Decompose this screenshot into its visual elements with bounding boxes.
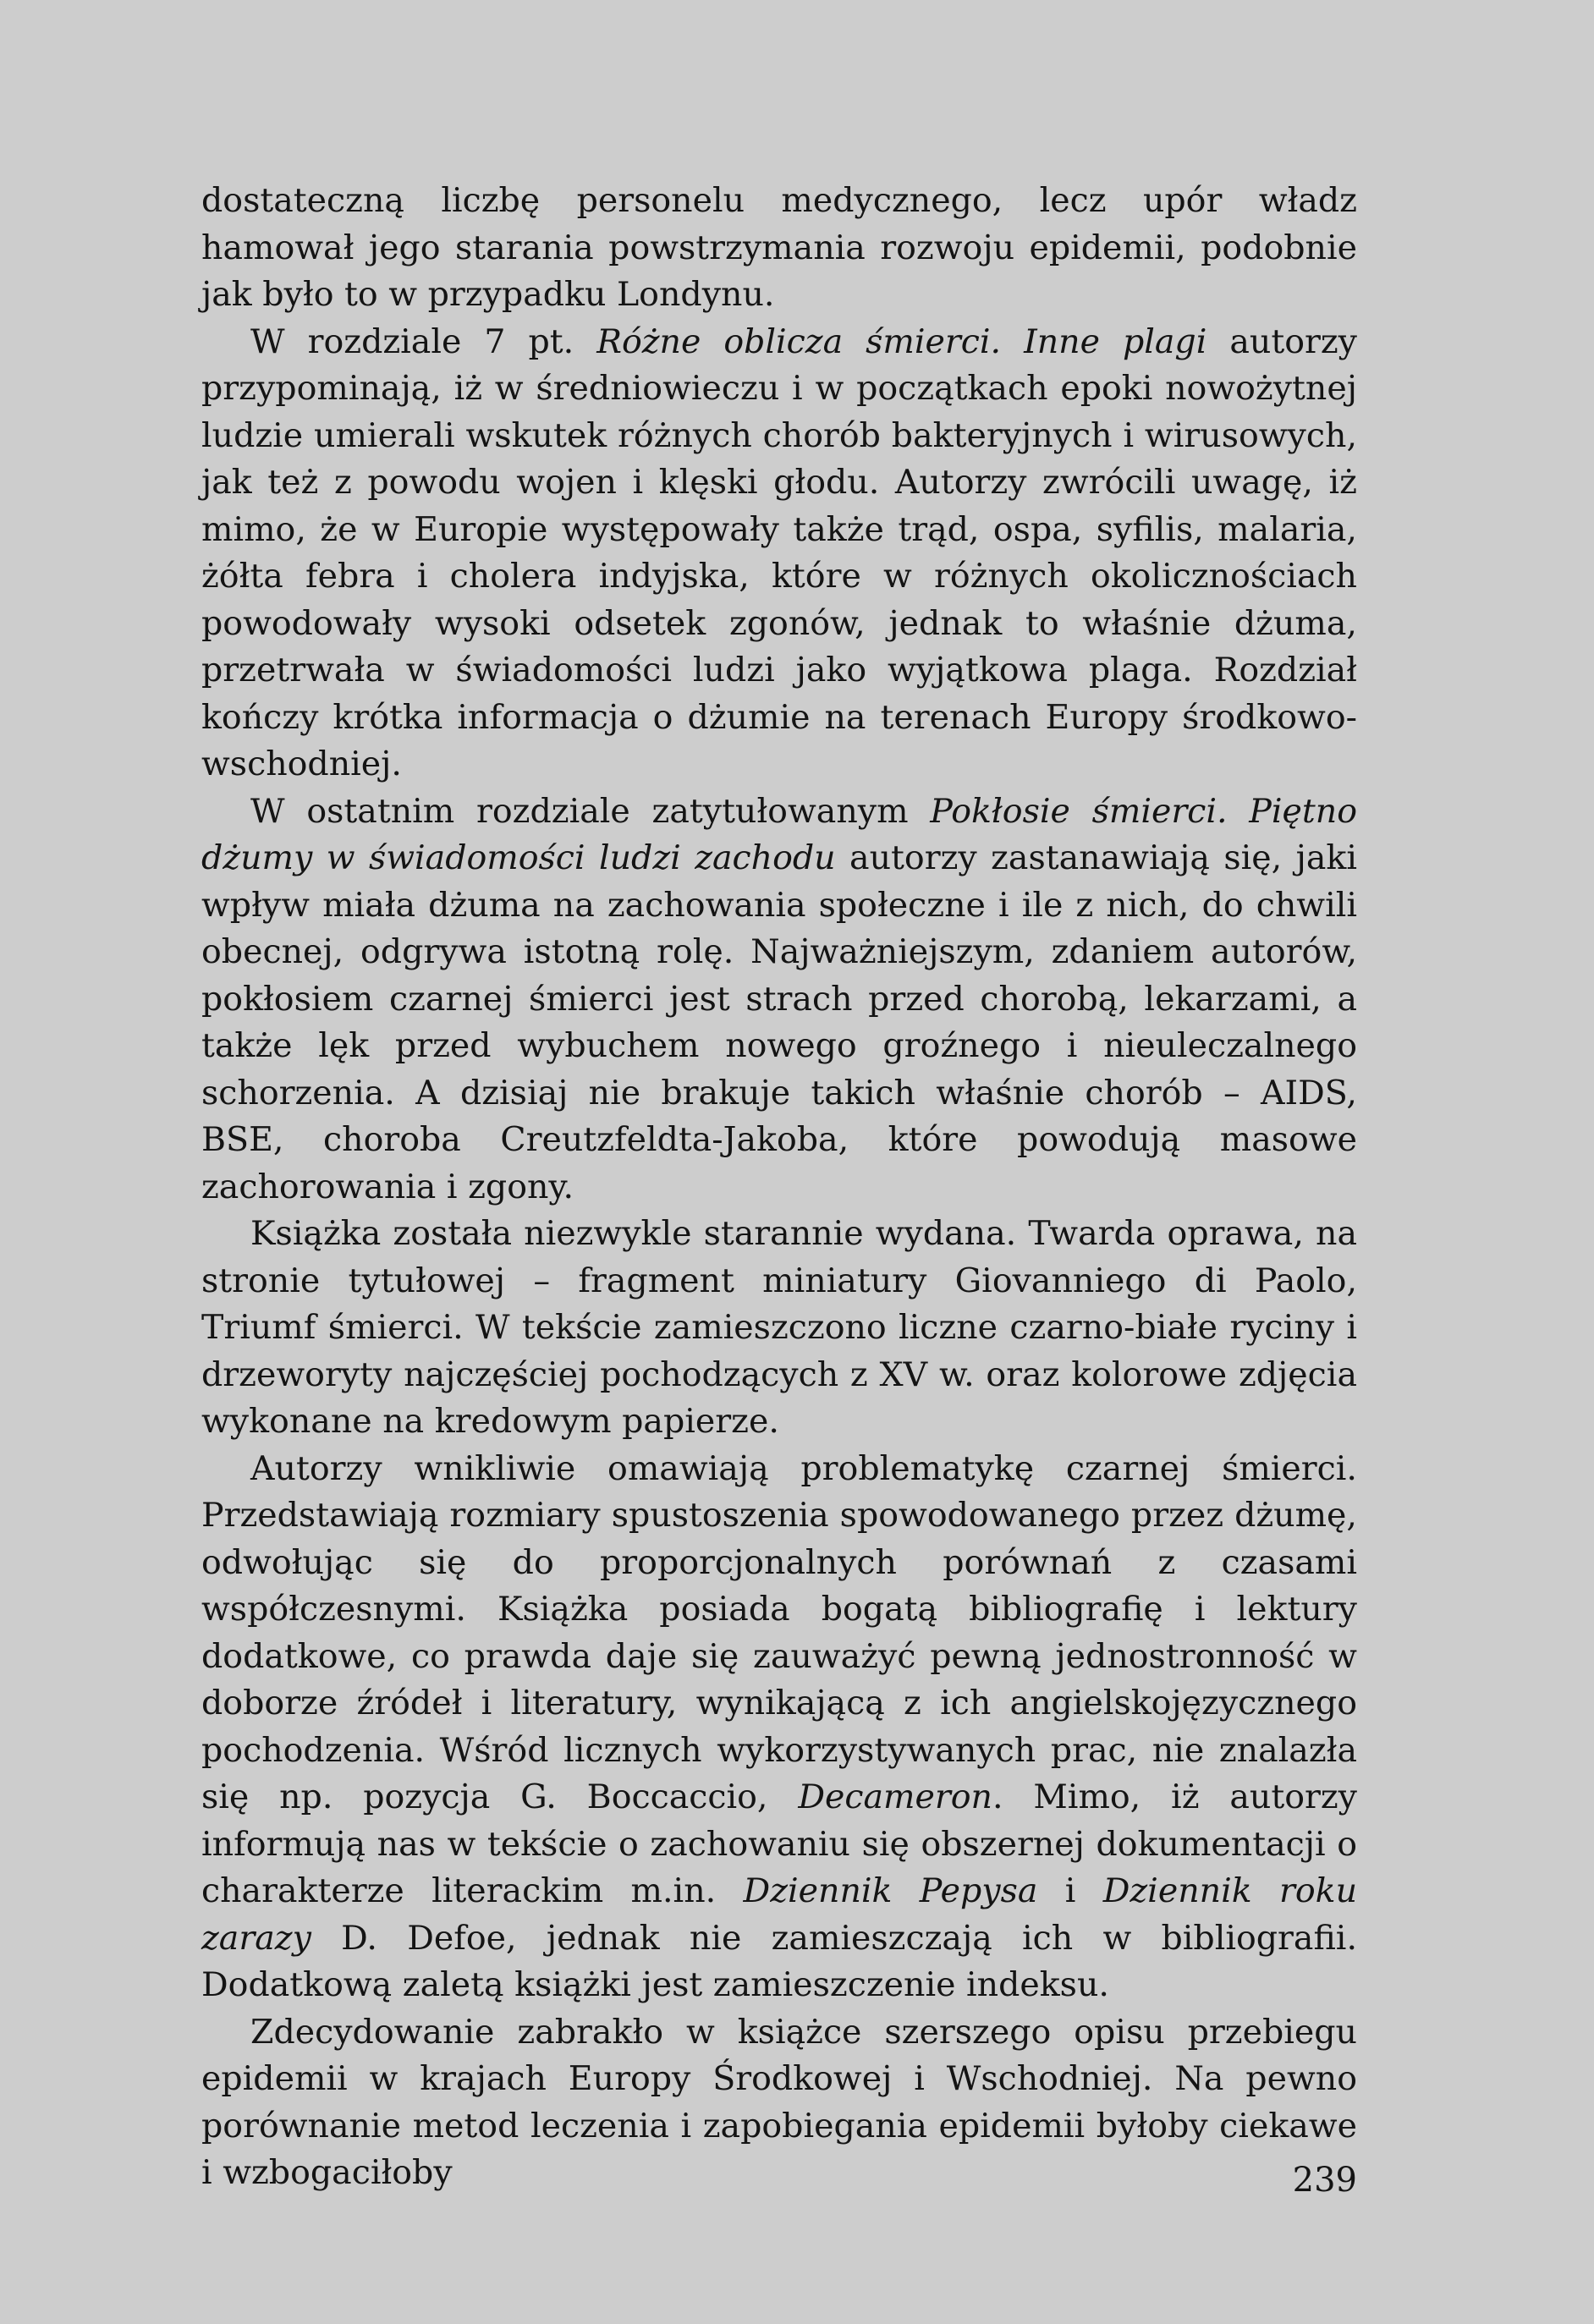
paragraph — [201, 2009, 1357, 2197]
paragraph — [201, 788, 1357, 1211]
text-segment: dostateczną liczbę personelu medycznego, lecz upór władz hamował jego starania powstrzymania rozwoju epidemii, podobnie jak było to w przypadku Londynu. — [201, 181, 1357, 314]
text-segment: . Mimo, iż autorzy informują nas w tekście o zachowaniu się obszernej dokumentacji o charakterze literackim m.in. — [201, 1777, 1357, 1910]
text-segment: W rozdziale 7 pt. — [250, 321, 597, 361]
text-segment: W ostatnim rozdziale zatytułowanym — [250, 791, 931, 831]
text-segment: autorzy przypominają, iż w średniowieczu i w początkach epoki nowożytnej ludzie umierali wskutek różnych chorób bakteryjnych i wirusowych, jak też z powodu wojen i klęski głodu. Autorzy zwrócili uwagę, iż mimo, że w Europie występowały także trąd, ospa, syfilis, malaria, żółta febra i cholera indyjska, które w różnych okolicznościach powodowały wysoki odsetek zgonów, jednak to właśnie dżuma, przetrwała w świadomości ludzi jako wyjątkowa plaga. Rozdział kończy krótka informacja o dżumie na terenach Europy środkowo-wschodniej. — [201, 321, 1357, 783]
italic-text-segment: Różne oblicza śmierci. Inne plagi — [596, 321, 1207, 361]
text-segment: Zdecydowanie zabrakło w książce szerszego opisu przebiegu epidemii w krajach Europy Środkowej i Wschodniej. Na pewno porównanie metod leczenia i zapobiegania epidemii byłoby ciekawe i wzbogaciłoby — [201, 2012, 1357, 2192]
italic-text-segment: Dziennik roku zarazy — [201, 1871, 1358, 1958]
italic-text-segment: Pokłosie śmierci. Piętno dżumy w świadomości ludzi zachodu — [201, 791, 1357, 877]
body-text — [201, 178, 1357, 2197]
paragraph — [201, 1211, 1357, 1446]
page-number: 239 — [1292, 2161, 1357, 2200]
paragraph — [201, 319, 1357, 788]
italic-text-segment: Dziennik Pepysa — [743, 1871, 1038, 1910]
text-segment: autorzy zastanawiają się, jaki wpływ miała dżuma na zachowania społeczne i ile z nich, do chwili obecnej, odgrywa istotną rolę. Najważniejszym, zdaniem autorów, pokłosiem czarnej śmierci jest strach przed chorobą, lekarzami, a także lęk przed wybuchem nowego groźnego i nieuleczalnego schorzenia. A dzisiaj nie brakuje takich właśnie chorób – AIDS, BSE, choroba Creutzfeldta-Jakoba, które powodują masowe zachorowania i zgony. — [201, 838, 1357, 1206]
italic-text-segment: Decameron — [798, 1777, 992, 1816]
paragraph — [201, 178, 1357, 319]
text-segment: Autorzy wnikliwie omawiają problematykę czarnej śmierci. Przedstawiają rozmiary spustoszenia spowodowanego przez dżumę, odwołując się do proporcjonalnych porównań z czasami współczesnymi. Książka posiada bogatą bibliografię i lektury dodatkowe, co prawda daje się zauważyć pewną jednostronność w doborze źródeł i literatury, wynikającą z ich angielskojęzycznego pochodzenia. Wśród licznych wykorzystywanych prac, nie znalazła się np. pozycja G. Boccaccio, — [201, 1448, 1357, 1816]
text-segment: D. Defoe, jednak nie zamieszczają ich w bibliografii. Dodatkową zaletą książki jest zamieszczenie indeksu. — [201, 1918, 1357, 2004]
text-segment: i — [1037, 1871, 1103, 1910]
paragraph — [201, 1446, 1357, 2009]
text-segment: Książka została niezwykle starannie wydana. Twarda oprawa, na stronie tytułowej – fragment miniatury Giovanniego di Paolo, Triumf śmierci. W tekście zamieszczono liczne czarno-białe ryciny i drzeworyty najczęściej pochodzących z XV w. oraz kolorowe zdjęcia wykonane na kredowym papierze. — [201, 1214, 1357, 1441]
